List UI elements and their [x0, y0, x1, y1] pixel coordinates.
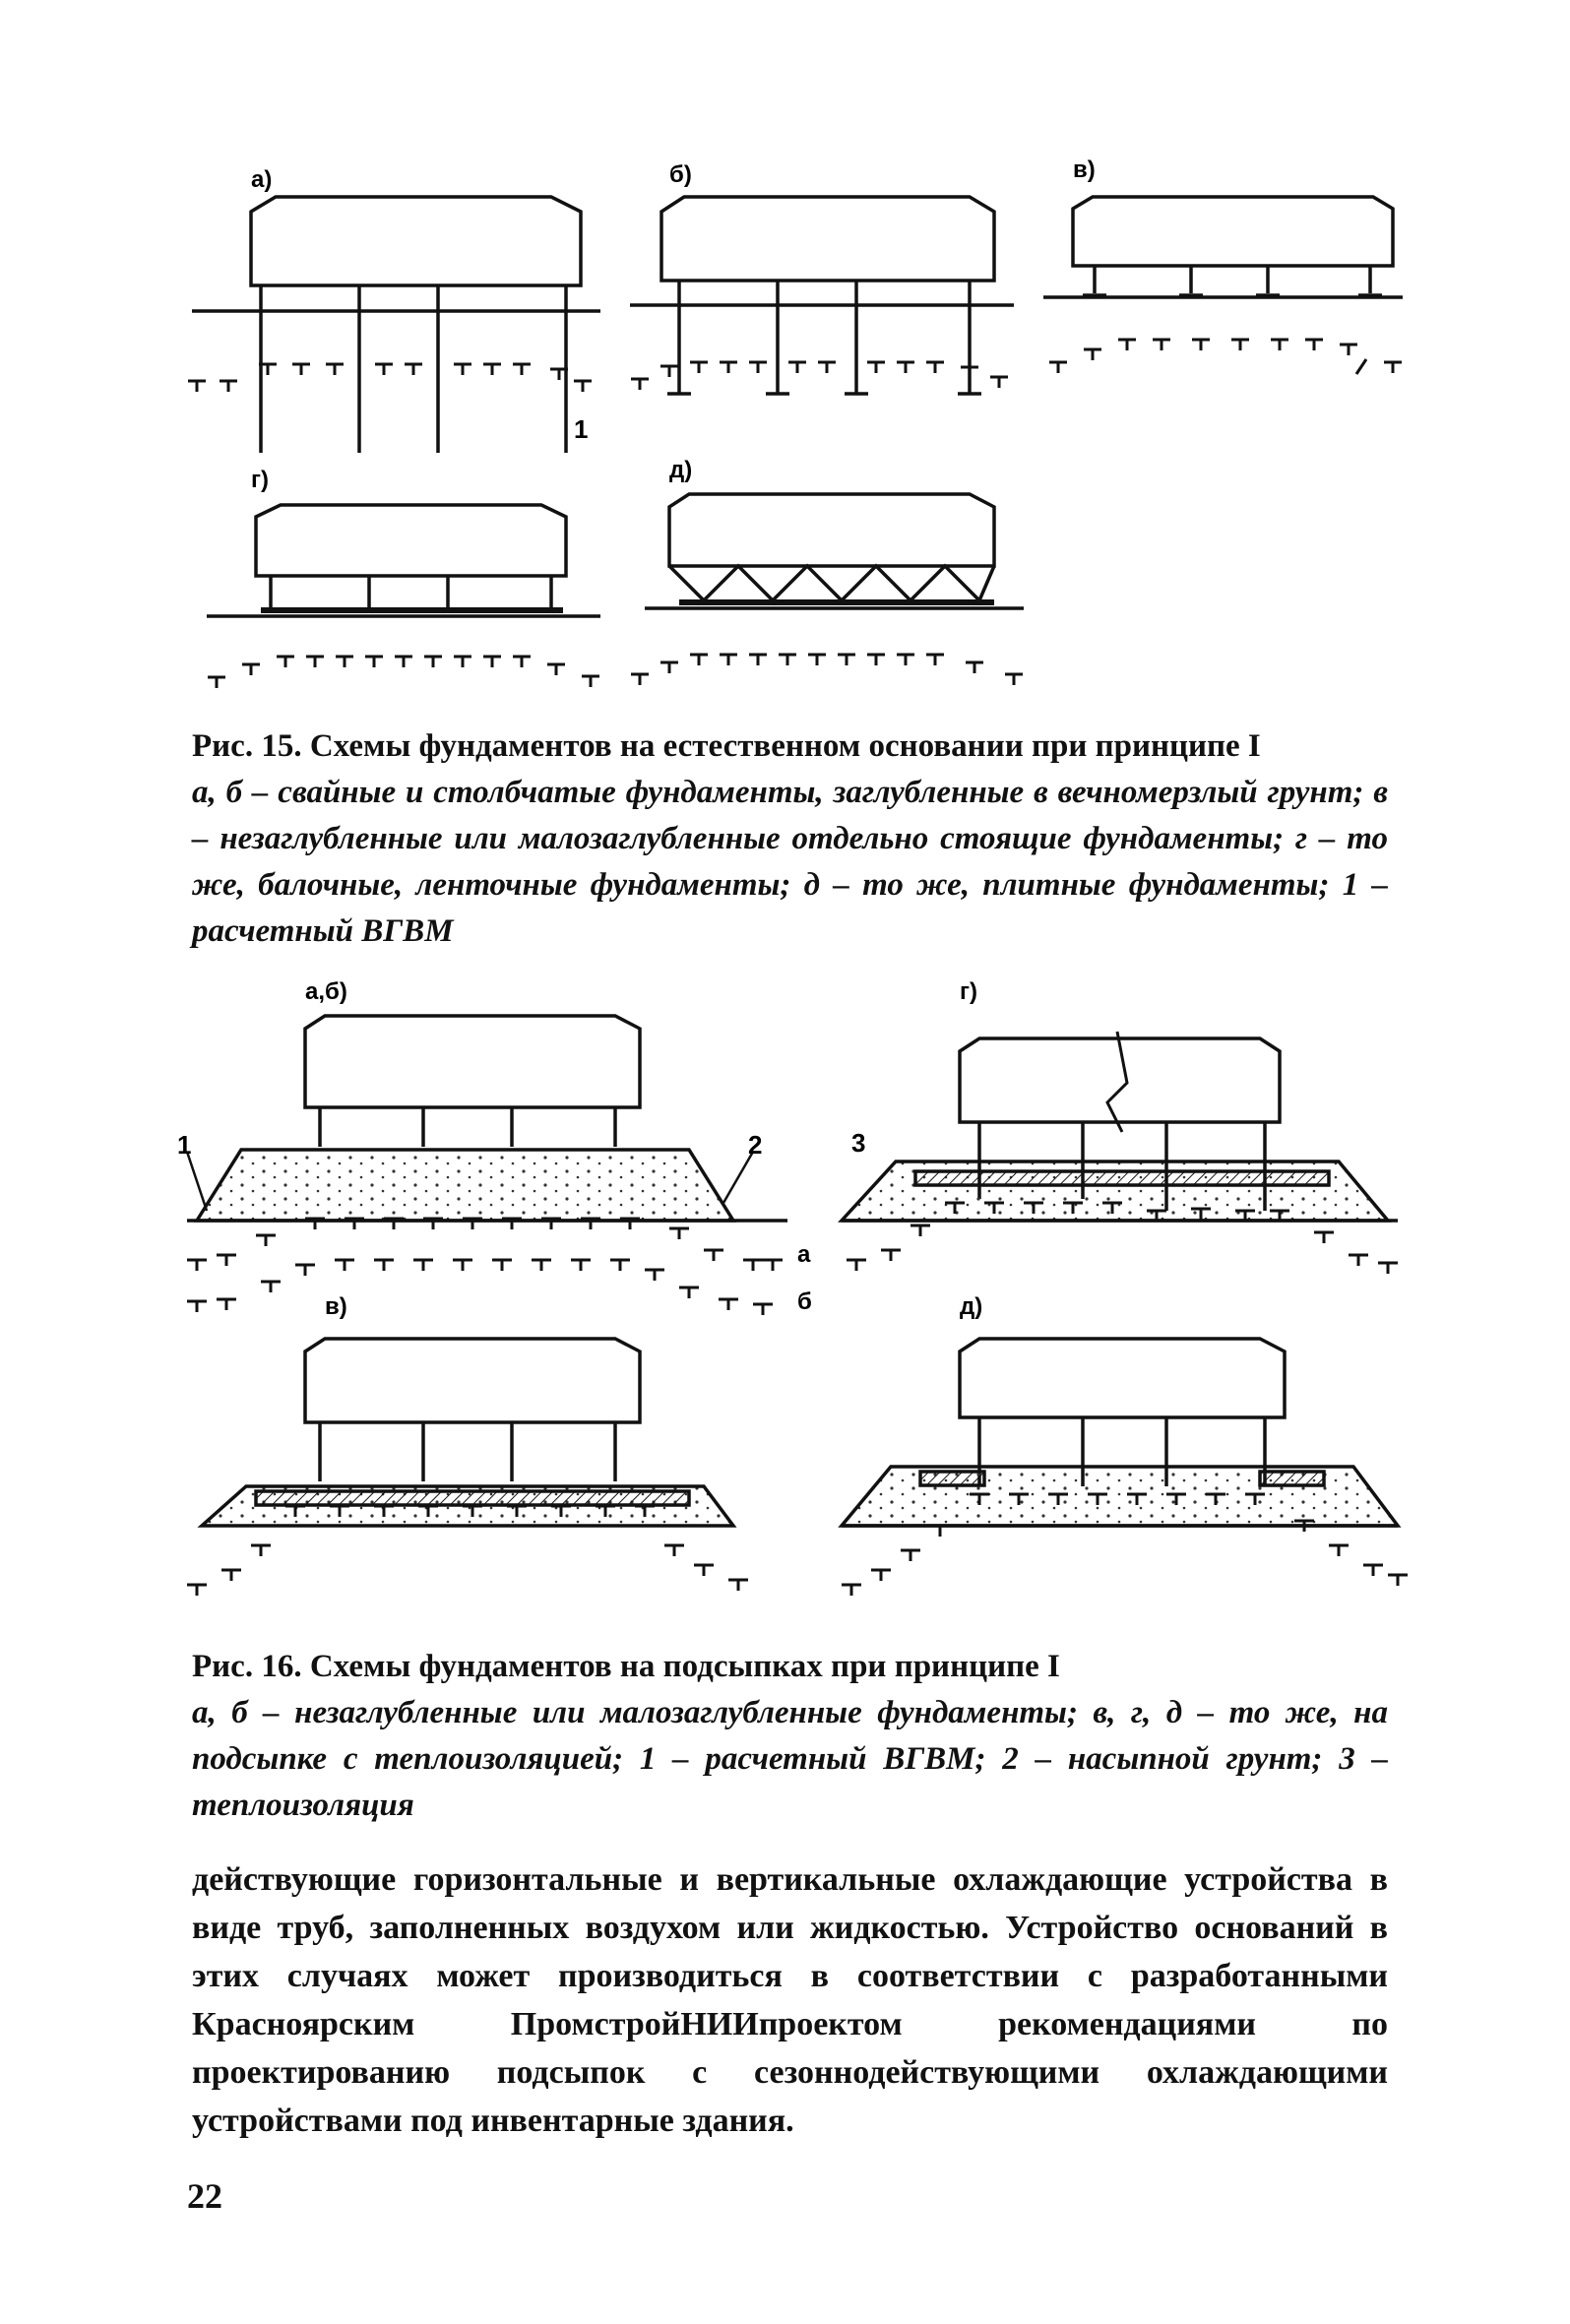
insulation-layer-v16 — [256, 1491, 689, 1505]
building-a — [251, 197, 581, 285]
building-v16 — [305, 1339, 640, 1422]
building-b — [661, 197, 994, 281]
insulation-layer-g16 — [915, 1171, 1329, 1185]
line-label-b: б — [797, 1288, 812, 1315]
panel-g-scheme — [207, 505, 600, 616]
panel-label-g: г) — [251, 467, 269, 493]
figure-15-caption-legend: а, б – свайные и столбчатые фундаменты, заглубленные в вечномерзлый грунт; в – незаглубленные или малозаглубленные отдельно стоящие фундаменты; г – то же, балочные, ленточные фундаменты; д – то же, плитные фундаменты; 1 – расчетный ВГВМ — [192, 775, 1388, 949]
insulation-pad-d16-right — [1260, 1472, 1324, 1485]
permafrost-line-b — [631, 362, 1008, 390]
embankment-ab — [197, 1150, 733, 1221]
panel-label-v: в) — [1073, 157, 1096, 183]
callout-3: 3 — [851, 1128, 866, 1158]
panel-d-scheme — [645, 494, 1024, 608]
callout-1: 1 — [177, 1130, 192, 1160]
panel-label-g16: г) — [960, 978, 977, 1005]
callout-2: 2 — [748, 1130, 763, 1160]
figure-16-drawing — [0, 974, 1570, 1634]
building-d16 — [960, 1339, 1285, 1417]
panel-label-d: д) — [669, 457, 693, 483]
permafrost-line-a — [188, 364, 592, 392]
panel-b-scheme — [630, 197, 1014, 394]
panel-v16-scheme — [202, 1339, 733, 1526]
truss-d — [669, 566, 994, 600]
permafrost-line-ab-b — [187, 1260, 773, 1315]
panel-label-a: а) — [251, 166, 273, 193]
building-g — [256, 505, 566, 576]
panel-label-v16: в) — [325, 1293, 347, 1320]
figure-15 — [0, 128, 1570, 709]
insulation-pad-d16-left — [920, 1472, 984, 1485]
permafrost-line-d — [631, 655, 1023, 685]
building-ab — [305, 1016, 640, 1107]
panel-label-ab: а,б) — [305, 978, 347, 1005]
line-label-a: а — [797, 1241, 811, 1268]
body-paragraph: действующие горизонтальные и вертикальные охлаждающие устройства в виде труб, заполненных воздухом или жидкостью. Устройство оснований в этих случаях может производиться в соответствии с разработанными Красноярским ПромстройНИИпроектом рекомендациями по проектированию подсыпок с сезоннодействующими охлаждающими устройствами под инвентарные здания. — [192, 1861, 1388, 2139]
figure-15-caption — [192, 723, 1388, 955]
building-v — [1073, 197, 1393, 266]
panel-d16-scheme — [842, 1339, 1398, 1526]
callout-leader-1 — [187, 1152, 207, 1211]
panel-label-d16: д) — [960, 1293, 983, 1320]
panel-ab-scheme — [187, 1016, 787, 1221]
permafrost-line-v — [1049, 340, 1402, 374]
permafrost-line-g — [208, 657, 599, 688]
figure-15-caption-title: Рис. 15. Схемы фундаментов на естественном основании при принципе I — [192, 728, 1261, 764]
page-number: 22 — [187, 2176, 222, 2216]
figure-16-caption-title: Рис. 16. Схемы фундаментов на подсыпках при принципе I — [192, 1649, 1060, 1684]
figure-16 — [0, 974, 1570, 1634]
figure-15-drawing — [0, 128, 1570, 709]
building-d — [669, 494, 994, 566]
panel-a-scheme — [192, 197, 600, 453]
panel-v-scheme — [1043, 197, 1403, 297]
panel-label-b: б) — [669, 161, 692, 188]
figure-16-caption — [192, 1644, 1388, 1829]
callout-1: 1 — [574, 414, 589, 444]
permafrost-line-ab-a — [187, 1219, 783, 1271]
figure-16-caption-legend: а, б – незаглубленные или малозаглубленные фундаменты; в, г, д – то же, на подсыпке с теплоизоляцией; 1 – расчетный ВГВМ; 2 – насыпной грунт; 3 – теплоизоляция — [192, 1695, 1388, 1823]
permafrost-lines-fig15 — [188, 340, 1402, 688]
panel-g16-scheme — [842, 1032, 1398, 1221]
